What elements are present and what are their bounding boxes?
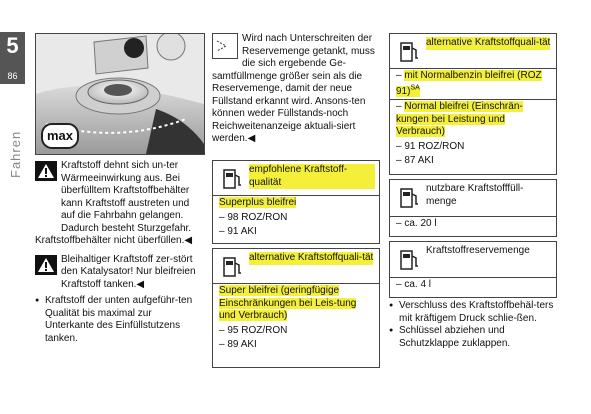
reserve-fuel-label: Kraftstoffreservemenge [426,245,530,256]
fuel-pump-icon [396,39,422,65]
alternative-fuel-label-2: alternative Kraftstoffquali-tät [426,37,551,48]
reserve-fuel-box: Kraftstoffreservemenge – ca. 4 l [389,241,557,298]
alternative-fuel-label: alternative Kraftstoffquali-tät [249,252,374,263]
usable-fuel-box: nutzbare Kraftstofffüll-menge – ca. 20 l [389,179,557,237]
recommended-ron: 98 ROZ/RON [227,211,288,223]
regular-fuel-option: mit Normalbenzin bleifrei (ROZ 91)$^{SA}$ [396,70,542,97]
reserve-note: Wird nach Unterschreiten der Reservemenge getankt, muss die sich ergebende Ge-samtfüllmenge größer sein als die Reservemenge, damit der neue Füllstand erkannt wird. Ansons-ten können weder Füllstands-noch Reichweitenanzeige aktuali-siert werden.◀ [212,33,375,144]
note-icon [212,33,238,59]
page-number: 86 [7,71,18,81]
regular-fuel-type: Normal bleifrei (Einschrän-kungen bei Leistung und Verbrauch) [396,101,523,138]
reserve-fuel-value: ca. 4 l [404,279,432,290]
usable-fuel-label: nutzbare Kraftstofffüll-menge [426,183,524,207]
alternative-fuel-box: alternative Kraftstoffquali-tät Super bleifrei (geringfügige Einschränkungen bei Leis-tung und Verbrauch) – 95 ROZ/RON – 89 AKI [212,248,380,368]
alternative-fuel-type: Super bleifrei (geringfügige Einschränkungen bei Leis-tung und Verbrauch) [219,285,357,321]
fuel-pump-icon [396,247,422,273]
chapter-number: 5 [6,33,19,58]
fuel-pump-icon [219,254,245,280]
alternative-aki: 89 AKI [227,339,257,350]
list-item: ● Verschluss des Kraftstoffbehäl-ters mit kräftigem Druck schlie-ßen. [389,300,557,325]
column-3-bullets [389,300,557,350]
list-item: ● Kraftstoff der unten aufgeführ-ten Qualität bis maximal zur Unterkante des Einfüllstutzens tanken. [35,295,203,345]
alternative-ron: 95 ROZ/RON [227,324,288,336]
page-number-tab [0,32,25,84]
warning-leaded-fuel: Bleihaltiger Kraftstoff zer-stört den Katalysator! Nur bleifreien Kraftstoff tanken.◀ [61,253,196,290]
usable-fuel-value: ca. 20 l [404,218,437,229]
recommended-aki: 91 AKI [227,226,257,237]
fuel-pump-icon [396,185,422,211]
fuel-filler-photo [35,33,205,155]
section-label: Fahren [8,130,23,178]
list-item: ● Schlüssel abziehen und Schutzklappe zuklappen. [389,325,557,350]
recommended-fuel-label: empfohlene Kraftstoff-qualität [249,164,375,189]
recommended-fuel-box: empfohlene Kraftstoff-qualität Superplus bleifrei – 98 ROZ/RON – 91 AKI [212,160,380,244]
regular-aki: 87 AKI [404,155,434,167]
column-1 [35,160,203,345]
warning-fuel-expansion-cont: Kraftstoffbehälter nicht überfüllen.◀ [35,235,193,246]
fuel-pump-icon [219,166,245,192]
warning-icon [35,161,57,181]
alternative-fuel-box-2: alternative Kraftstoffquali-tät – mit Normalbenzin bleifrei (ROZ 91)$^{SA}$ – Normal bleifrei (Einschrän-kungen bei Leistung und Verbrauch) – 91 ROZ/RON – 87 AKI [389,33,557,175]
regular-ron: 91 ROZ/RON [404,140,465,152]
recommended-fuel-type: Superplus bleifrei [219,197,297,208]
max-badge: max [46,128,74,143]
warning-fuel-expansion: Kraftstoff dehnt sich un-ter Wärmeeinwirkung aus. Bei überfülltem Kraftstoffbehälter kann Kraftstoff austreten und auf die Fahrbahn gelangen. Dadurch besteht Sturzgefahr. [61,160,192,234]
warning-icon [35,255,57,275]
